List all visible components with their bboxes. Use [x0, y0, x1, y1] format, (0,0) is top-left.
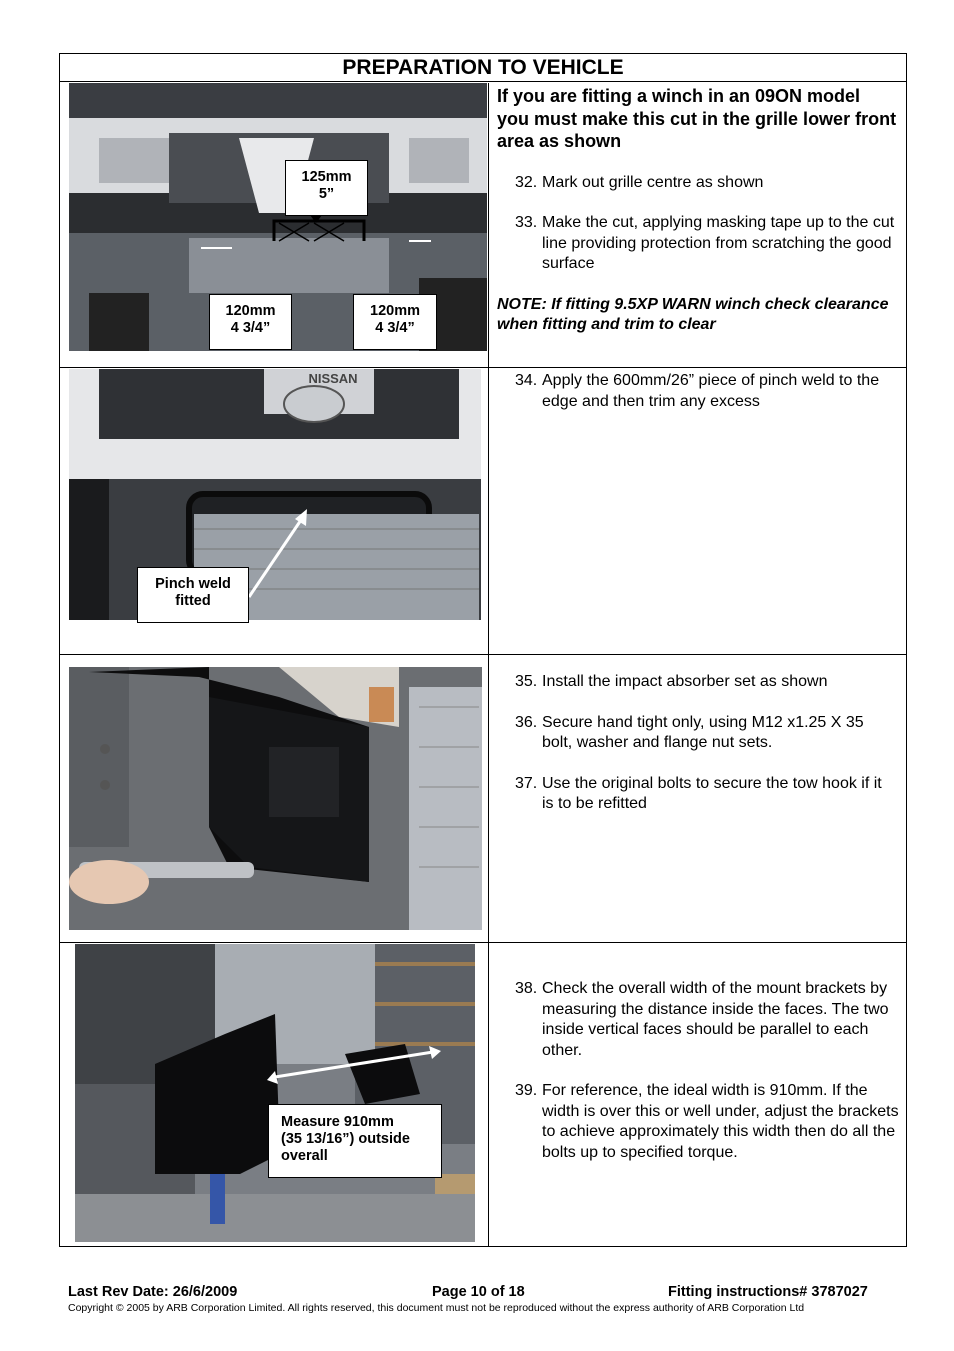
bracket-width-photo: [75, 944, 475, 1242]
footer-rev-date: Last Rev Date: 26/6/2009: [68, 1284, 238, 1300]
callout-pinch-weld: Pinch weld fitted: [137, 567, 249, 623]
callout-measure-910mm: Measure 910mm (35 13/16”) outside overall: [268, 1104, 442, 1178]
step-33: 33. Make the cut, applying masking tape up to the cut line providing protection from scratching the good surface: [515, 214, 895, 272]
step-32: 32. Mark out grille centre as shown: [515, 173, 764, 191]
row4-text: [497, 979, 902, 1183]
step-36: 36. Secure hand tight only, using M12 x1.25 X 35 bolt, washer and flange nut sets.: [515, 713, 864, 751]
winch-note: NOTE: If fitting 9.5XP WARN winch check clearance when fitting and trim to clear: [497, 295, 889, 333]
step-35: 35. Install the impact absorber set as shown: [515, 673, 828, 690]
step-row-4: [60, 944, 906, 1247]
row3-text: [497, 672, 897, 835]
row2-text: [497, 371, 897, 432]
step-38: 38. Check the overall width of the mount brackets by measuring the distance inside the faces. The two inside vertical faces should be parallel to each other.: [515, 980, 889, 1059]
step-row-2: [60, 369, 906, 655]
step-34: 34. Apply the 600mm/26” piece of pinch weld to the edge and then trim any excess: [515, 372, 880, 410]
step-37: 37. Use the original bolts to secure the tow hook if it is to be refitted: [515, 774, 882, 812]
footer-copyright: Copyright © 2005 by ARB Corporation Limited. All rights reserved, this document must not be reproduced without the express authority of ARB Corporation Ltd: [68, 1302, 805, 1314]
instruction-table: [59, 53, 907, 1247]
step-row-1: [60, 83, 906, 368]
row1-text: [497, 85, 897, 336]
section-title: PREPARATION TO VEHICLE: [60, 54, 906, 82]
step-row-3: [60, 656, 906, 943]
footer-instructions-number: Fitting instructions# 3787027: [668, 1284, 868, 1300]
callout-120mm-left: 120mm 4 3/4”: [209, 294, 292, 350]
impact-absorber-photo: [69, 667, 482, 930]
nissan-badge: NISSAN: [308, 371, 358, 386]
pinch-weld-photo: [69, 369, 481, 620]
step-39: 39. For reference, the ideal width is 910mm. If the width is over this or well under, adjust the brackets to achieve approximately this width then do all the bolts up to specified torque.: [515, 1082, 899, 1161]
callout-125mm: 125mm 5”: [285, 160, 368, 216]
footer-page-number: Page 10 of 18: [432, 1284, 525, 1300]
callout-120mm-right: 120mm 4 3/4”: [353, 294, 437, 350]
winch-heading: If you are fitting a winch in an 09ON model you must make this cut in the grille lower front area as shown: [497, 86, 897, 151]
